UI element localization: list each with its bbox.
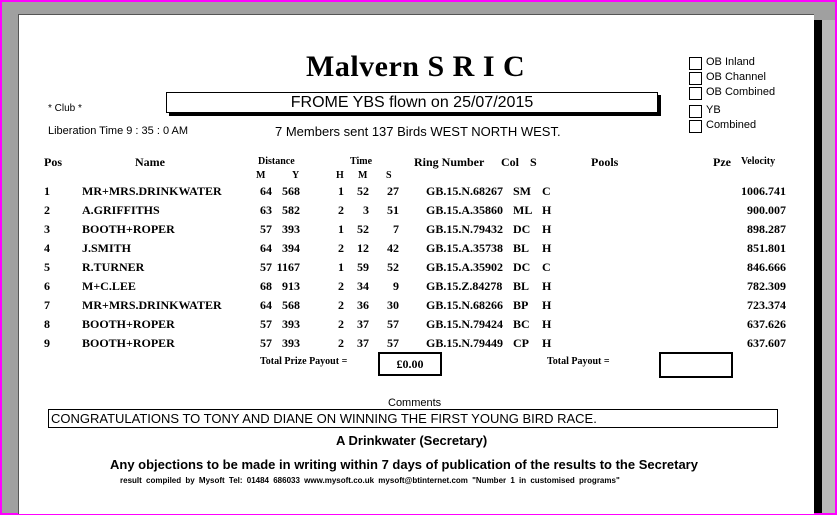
- option-checkbox[interactable]: [689, 105, 702, 118]
- cell-m: 57: [260, 222, 272, 236]
- option-label: Combined: [706, 119, 757, 131]
- cell-col: BC: [513, 317, 530, 331]
- cell-m: 64: [260, 298, 272, 312]
- cell-m: 57: [260, 317, 272, 331]
- cell-col: DC: [513, 260, 531, 274]
- header-ring: Ring Number: [414, 155, 485, 169]
- cell-s: 7: [393, 222, 399, 236]
- cell-ring: GB.15.N.79432: [426, 222, 504, 236]
- cell-velocity: 1006.741: [741, 184, 786, 198]
- table-row: [0, 317, 837, 336]
- cell-name: MR+MRS.DRINKWATER: [82, 184, 222, 198]
- cell-col: DC: [513, 222, 531, 236]
- cell-velocity: 900.007: [747, 203, 786, 217]
- cell-pos: 5: [44, 260, 50, 274]
- cell-pos: 8: [44, 317, 50, 331]
- option-label: OB Inland: [706, 56, 755, 68]
- footer-credits: result compiled by Mysoft Tel: 01484 686033 www.mysoft.co.uk mysoft@btinternet.com "Number 1 in customised programs": [120, 476, 620, 485]
- cell-col: ML: [513, 203, 533, 217]
- cell-name: J.SMITH: [82, 241, 132, 255]
- cell-sex: C: [542, 260, 551, 274]
- cell-ring: GB.15.N.79424: [426, 317, 504, 331]
- table-row: [0, 298, 837, 317]
- table-row: [0, 203, 837, 222]
- cell-ring: GB.15.Z.84278: [426, 279, 503, 293]
- cell-s: 57: [387, 336, 399, 350]
- cell-pos: 7: [44, 298, 50, 312]
- cell-pos: 2: [44, 203, 50, 217]
- cell-h: 2: [338, 317, 344, 331]
- cell-min: 37: [357, 336, 369, 350]
- cell-s: 51: [387, 203, 399, 217]
- cell-name: A.GRIFFITHS: [82, 203, 160, 217]
- cell-min: 59: [357, 260, 369, 274]
- option-checkbox[interactable]: [689, 72, 702, 85]
- cell-h: 1: [338, 184, 344, 198]
- cell-s: 27: [387, 184, 399, 198]
- cell-min: 37: [357, 317, 369, 331]
- cell-y: 913: [282, 279, 300, 293]
- cell-h: 2: [338, 241, 344, 255]
- option-checkbox[interactable]: [689, 87, 702, 100]
- cell-col: BP: [513, 298, 529, 312]
- cell-min: 36: [357, 298, 369, 312]
- cell-y: 582: [282, 203, 300, 217]
- club-label: * Club *: [48, 103, 82, 114]
- header-velocity: Velocity: [741, 156, 776, 167]
- cell-velocity: 723.374: [747, 298, 786, 312]
- cell-m: 64: [260, 184, 272, 198]
- cell-m: 57: [260, 260, 272, 274]
- cell-s: 30: [387, 298, 399, 312]
- header-time: Time: [350, 156, 373, 167]
- cell-y: 393: [282, 222, 300, 236]
- cell-name: BOOTH+ROPER: [82, 336, 175, 350]
- cell-min: 12: [357, 241, 369, 255]
- cell-ring: GB.15.A.35738: [426, 241, 504, 255]
- race-title: FROME YBS flown on 25/07/2015: [166, 92, 658, 113]
- cell-velocity: 846.666: [747, 260, 786, 274]
- cell-col: BL: [513, 279, 530, 293]
- total-prize-label: Total Prize Payout =: [260, 356, 348, 367]
- comments-label: Comments: [388, 397, 442, 409]
- cell-y: 568: [282, 184, 300, 198]
- header-col: Col: [501, 155, 519, 169]
- cell-min: 52: [357, 184, 369, 198]
- option-label: OB Channel: [706, 71, 766, 83]
- cell-y: 1167: [276, 260, 300, 274]
- cell-y: 568: [282, 298, 300, 312]
- cell-velocity: 898.287: [747, 222, 786, 236]
- cell-s: 57: [387, 317, 399, 331]
- cell-h: 2: [338, 336, 344, 350]
- cell-h: 2: [338, 298, 344, 312]
- cell-ring: GB.15.A.35860: [426, 203, 504, 217]
- cell-h: 2: [338, 279, 344, 293]
- total-payout-value: [659, 352, 733, 378]
- header-seconds: S: [386, 170, 392, 181]
- total-payout-label: Total Payout =: [547, 356, 610, 367]
- report-title: Malvern S R I C: [306, 50, 526, 83]
- cell-col: BL: [513, 241, 530, 255]
- cell-h: 1: [338, 260, 344, 274]
- cell-y: 393: [282, 336, 300, 350]
- cell-s: 9: [393, 279, 399, 293]
- header-name: Name: [135, 155, 165, 169]
- cell-sex: H: [542, 203, 552, 217]
- cell-ring: GB.15.N.79449: [426, 336, 504, 350]
- cell-velocity: 637.607: [747, 336, 786, 350]
- cell-sex: H: [542, 279, 552, 293]
- cell-pos: 6: [44, 279, 50, 293]
- cell-sex: H: [542, 241, 552, 255]
- table-row: [0, 279, 837, 298]
- cell-m: 68: [260, 279, 272, 293]
- cell-col: CP: [513, 336, 529, 350]
- cell-m: 63: [260, 203, 272, 217]
- header-minutes: M: [358, 170, 368, 181]
- cell-pos: 4: [44, 241, 50, 255]
- cell-pos: 3: [44, 222, 50, 236]
- cell-velocity: 637.626: [747, 317, 786, 331]
- cell-pos: 9: [44, 336, 50, 350]
- table-row: [0, 260, 837, 279]
- cell-y: 394: [282, 241, 300, 255]
- cell-min: 52: [357, 222, 369, 236]
- cell-name: BOOTH+ROPER: [82, 222, 175, 236]
- cell-sex: H: [542, 222, 552, 236]
- objection-notice: Any objections to be made in writing within 7 days of publication of the results to the Secretary: [110, 457, 698, 472]
- cell-ring: GB.15.N.68267: [426, 184, 504, 198]
- header-pos: Pos: [44, 155, 62, 169]
- header-yards: Y: [292, 170, 300, 181]
- option-label: YB: [706, 104, 721, 116]
- cell-name: BOOTH+ROPER: [82, 317, 175, 331]
- table-row: [0, 222, 837, 241]
- cell-sex: H: [542, 298, 552, 312]
- cell-m: 64: [260, 241, 272, 255]
- cell-velocity: 782.309: [747, 279, 786, 293]
- cell-name: MR+MRS.DRINKWATER: [82, 298, 222, 312]
- cell-col: SM: [513, 184, 531, 198]
- cell-min: 34: [357, 279, 369, 293]
- cell-h: 1: [338, 222, 344, 236]
- total-prize-value: £0.00: [378, 352, 442, 376]
- header-pze: Pze: [713, 155, 731, 169]
- header-distance: Distance: [258, 156, 295, 167]
- cell-min: 3: [363, 203, 369, 217]
- cell-ring: GB.15.A.35902: [426, 260, 504, 274]
- header-sex: S: [530, 155, 537, 169]
- comment-text: CONGRATULATIONS TO TONY AND DIANE ON WINNING THE FIRST YOUNG BIRD RACE.: [48, 409, 778, 428]
- option-checkbox[interactable]: [689, 120, 702, 133]
- liberation-time: Liberation Time 9 : 35 : 0 AM: [48, 125, 189, 137]
- header-pools: Pools: [591, 155, 619, 169]
- cell-s: 52: [387, 260, 399, 274]
- cell-sex: H: [542, 336, 552, 350]
- table-row: [0, 184, 837, 203]
- cell-sex: C: [542, 184, 551, 198]
- option-label: OB Combined: [706, 86, 776, 98]
- cell-sex: H: [542, 317, 552, 331]
- cell-s: 42: [387, 241, 399, 255]
- table-row: [0, 241, 837, 260]
- cell-m: 57: [260, 336, 272, 350]
- cell-h: 2: [338, 203, 344, 217]
- cell-pos: 1: [44, 184, 50, 198]
- cell-name: M+C.LEE: [82, 279, 136, 293]
- cell-ring: GB.15.N.68266: [426, 298, 504, 312]
- secretary-name: A Drinkwater (Secretary): [336, 433, 488, 448]
- members-summary: 7 Members sent 137 Birds WEST NORTH WEST.: [275, 124, 561, 139]
- header-miles: M: [256, 170, 266, 181]
- option-checkbox[interactable]: [689, 57, 702, 70]
- header-hours: H: [336, 170, 344, 181]
- cell-name: R.TURNER: [82, 260, 145, 274]
- cell-y: 393: [282, 317, 300, 331]
- cell-velocity: 851.801: [747, 241, 786, 255]
